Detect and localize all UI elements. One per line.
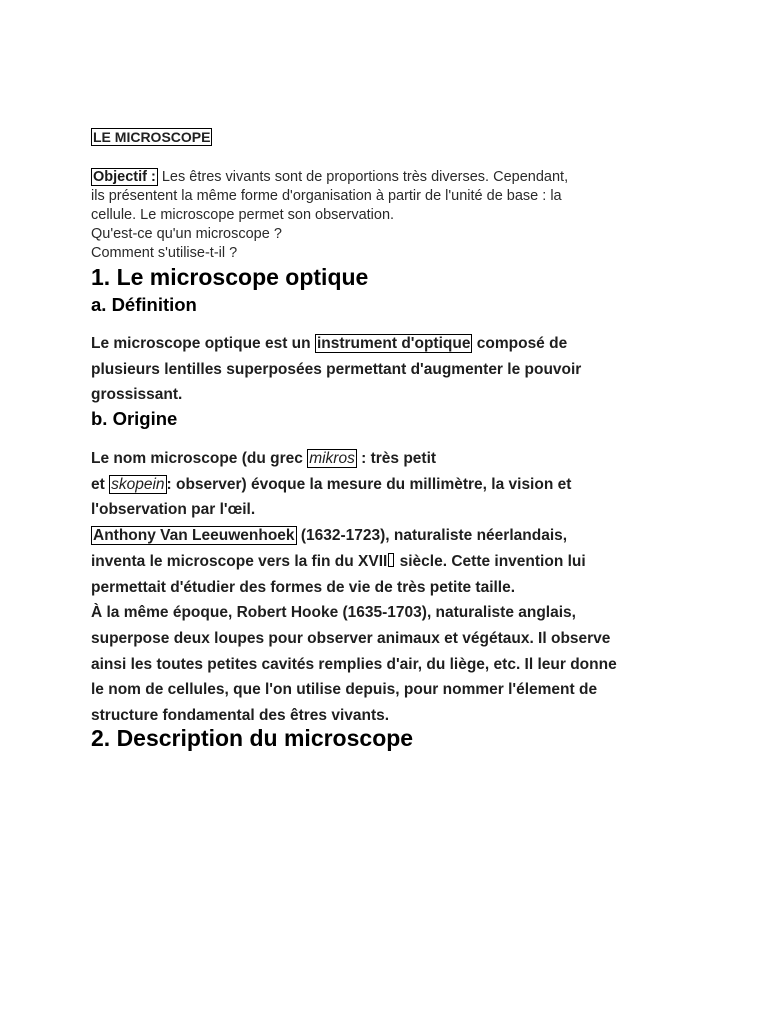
definition-term-instrument: instrument d'optique — [316, 335, 471, 352]
definition-line-2: plusieurs lentilles superposées permettant d'augmenter le pouvoir — [91, 360, 582, 378]
origin-text-5a: inventa le microscope vers la fin du XVII — [91, 552, 388, 570]
document-title — [91, 129, 212, 146]
origin-text-5b: siècle. Cette invention lui — [395, 552, 586, 570]
objective-question-2: Comment s'utilise-t-il ? — [91, 245, 238, 261]
missing-glyph-box — [388, 553, 394, 567]
definition-line-3: grossissant. — [91, 386, 183, 404]
section-2-heading: 2. Description du microscope — [91, 725, 414, 751]
origin-term-skopein: skopein — [111, 475, 165, 493]
origin-term-mikros: mikros — [309, 450, 355, 467]
objective-label: Objectif : — [93, 169, 156, 185]
origin-line-10: le nom de cellules, que l'on utilise depuis, pour nommer l'élement de — [91, 681, 598, 699]
definition-text-1b: composé de — [472, 335, 568, 352]
objective-text-1: Les êtres vivants sont de proportions très diverses. Cependant, — [157, 169, 569, 185]
section-1-heading: 1. Le microscope optique — [91, 264, 369, 290]
origin-line-8: superpose deux loupes pour observer animaux et végétaux. Il observe — [91, 629, 611, 647]
origin-line-5 — [91, 549, 691, 575]
origin-line-4 — [91, 523, 691, 549]
origin-text-4b: (1632-1723), naturaliste néerlandais, — [296, 527, 568, 545]
objective-line-2: ils présentent la même forme d'organisation à partir de l'unité de base : la — [91, 188, 562, 204]
document-title-text: LE MICROSCOPE — [93, 129, 211, 145]
subsection-origin-heading: b. Origine — [91, 408, 178, 429]
objective-line-1 — [91, 168, 671, 187]
origin-name-leeuwenhoek: Anthony Van Leeuwenhoek — [93, 527, 295, 545]
objective-question-1: Qu'est-ce qu'un microscope ? — [91, 226, 282, 242]
origin-line-11: structure fondamental des êtres vivants. — [91, 707, 390, 725]
origin-text-2a: et — [91, 475, 110, 493]
objective-block — [91, 168, 671, 263]
definition-paragraph — [91, 331, 691, 408]
origin-text-1b: : très petit — [356, 450, 437, 467]
origin-text-1a: Le nom microscope (du grec — [91, 450, 308, 467]
origin-text-2b: : observer) évoque la mesure du millimètre, la vision et — [166, 475, 572, 493]
origin-line-9: ainsi les toutes petites cavités remplies d'air, du liège, etc. Il leur donne — [91, 655, 617, 673]
origin-line-7: À la même époque, Robert Hooke (1635-1703), naturaliste anglais, — [91, 604, 576, 622]
origin-line-1 — [91, 446, 691, 472]
origin-line-2 — [91, 472, 691, 498]
definition-line-1 — [91, 331, 691, 357]
subsection-definition-heading: a. Définition — [91, 294, 197, 315]
definition-text-1a: Le microscope optique est un — [91, 335, 315, 352]
origin-line-3: l'observation par l'œil. — [91, 501, 256, 519]
objective-line-3: cellule. Le microscope permet son observation. — [91, 207, 395, 223]
origin-paragraph — [91, 446, 691, 729]
origin-line-6: permettait d'étudier des formes de vie de très petite taille. — [91, 578, 516, 596]
